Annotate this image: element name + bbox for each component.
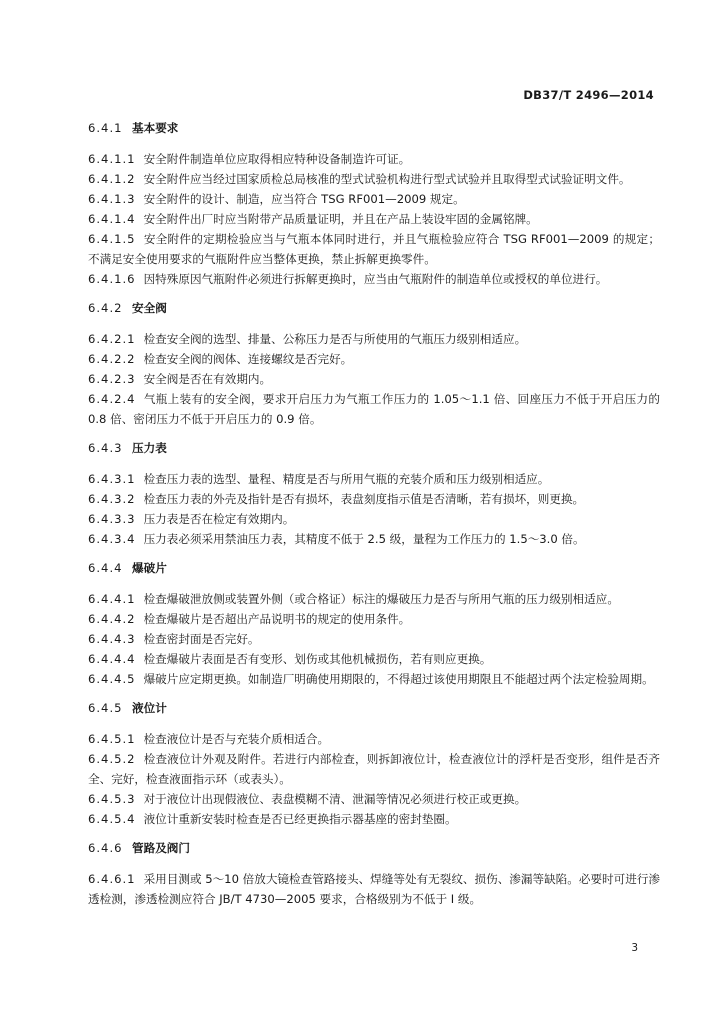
clause-text: 检查爆破片表面是否有变形、划伤或其他机械损伤，若有则应更换。 [143, 652, 492, 666]
clause [88, 629, 660, 649]
clause [88, 189, 660, 209]
clause-number: 6.4.2.3 [88, 372, 136, 386]
section-number: 6.4.1 [88, 121, 123, 135]
clause-text: 检查爆破泄放侧或装置外侧（或合格证）标注的爆破压力是否与所用气瓶的压力级别相适应。 [143, 592, 619, 606]
clause-number: 6.4.5.3 [88, 792, 136, 806]
clause [88, 229, 660, 269]
clause-text: 采用目测或 5～10 倍放大镜检查管路接头、焊缝等处有无裂纹、损伤、渗漏等缺陷。必要时可进行渗透检测，渗透检测应符合 JB/T 4730—2005 要求，合格级别为不低于 I 级。 [88, 872, 661, 906]
clause-number: 6.4.3.4 [88, 532, 136, 546]
clause [88, 269, 660, 289]
section-title: 安全阀 [132, 301, 167, 315]
section-heading [88, 698, 660, 718]
section-title: 基本要求 [132, 121, 179, 135]
clause [88, 469, 660, 489]
section-heading [88, 438, 660, 458]
section-6-4-3 [88, 438, 660, 549]
section-6-4-1 [88, 118, 660, 289]
clause-text: 安全附件应当经过国家质检总局核准的型式试验机构进行型式试验并且取得型式试验证明文件。 [143, 172, 631, 186]
clause [88, 169, 660, 189]
clause-text: 检查液位计是否与充装介质相适合。 [143, 732, 330, 746]
section-number: 6.4.5 [88, 701, 123, 715]
clause-number: 6.4.1.4 [88, 212, 136, 226]
clause-number: 6.4.4.2 [88, 612, 136, 626]
clause-text: 安全附件制造单位应取得相应特种设备制造许可证。 [143, 152, 411, 166]
section-heading [88, 118, 660, 138]
standard-code: DB37/T 2496—2014 [523, 88, 654, 102]
clause [88, 209, 660, 229]
clause-text: 检查爆破片是否超出产品说明书的规定的使用条件。 [143, 612, 411, 626]
clause-number: 6.4.4.4 [88, 652, 136, 666]
section-title: 管路及阀门 [132, 841, 190, 855]
clause [88, 529, 660, 549]
clause-text: 对于液位计出现假液位、表盘模糊不清、泄漏等情况必须进行校正或更换。 [143, 792, 527, 806]
clause-text: 安全阀是否在有效期内。 [143, 372, 272, 386]
section-6-4-2 [88, 298, 660, 429]
clause-text: 因特殊原因气瓶附件必须进行拆解更换时，应当由气瓶附件的制造单位或授权的单位进行。 [143, 272, 608, 286]
clause-text: 液位计重新安装时检查是否已经更换指示器基座的密封垫圈。 [143, 812, 457, 826]
clause [88, 329, 660, 349]
section-number: 6.4.2 [88, 301, 123, 315]
clause-number: 6.4.1.1 [88, 152, 136, 166]
clause-text: 压力表是否在检定有效期内。 [143, 512, 295, 526]
clause [88, 389, 660, 429]
clause-number: 6.4.4.3 [88, 632, 136, 646]
clause-text: 安全附件的定期检验应当与气瓶本体同时进行，并且气瓶检验应符合 TSG RF001—2009 的规定；不满足安全使用要求的气瓶附件应当整体更换，禁止拆解更换零件。 [88, 232, 660, 266]
clause-number: 6.4.4.5 [88, 672, 136, 686]
clause-number: 6.4.2.4 [88, 392, 136, 406]
clause [88, 349, 660, 369]
clause-number: 6.4.3.3 [88, 512, 136, 526]
section-number: 6.4.4 [88, 561, 123, 575]
clause-text: 气瓶上装有的安全阀，要求开启压力为气瓶工作压力的 1.05～1.1 倍、回座压力不低于开启压力的 0.8 倍、密闭压力不低于开启压力的 0.9 倍。 [88, 392, 660, 426]
clause [88, 589, 660, 609]
section-heading [88, 558, 660, 578]
clause-text: 安全附件的设计、制造，应当符合 TSG RF001—2009 规定。 [143, 192, 465, 206]
section-title: 压力表 [132, 441, 167, 455]
clause [88, 149, 660, 169]
clause [88, 729, 660, 749]
clause-number: 6.4.1.2 [88, 172, 136, 186]
section-number: 6.4.3 [88, 441, 123, 455]
clause-text: 安全附件出厂时应当附带产品质量证明，并且在产品上装设牢固的金属铭牌。 [143, 212, 538, 226]
section-6-4-6 [88, 838, 660, 909]
clause-text: 爆破片应定期更换。如制造厂明确使用期限的，不得超过该使用期限且不能超过两个法定检验周期。 [143, 672, 654, 686]
section-title: 液位计 [132, 701, 167, 715]
clause [88, 669, 660, 689]
document-body [88, 118, 660, 918]
section-heading [88, 838, 660, 858]
page-number: 3 [631, 942, 638, 954]
clause [88, 649, 660, 669]
clause-number: 6.4.5.1 [88, 732, 136, 746]
clause-number: 6.4.2.1 [88, 332, 136, 346]
clause [88, 509, 660, 529]
clause-text: 压力表必须采用禁油压力表，其精度不低于 2.5 级，量程为工作压力的 1.5～3.0 倍。 [143, 532, 585, 546]
clause-number: 6.4.3.2 [88, 492, 136, 506]
clause-text: 检查安全阀的选型、排量、公称压力是否与所使用的气瓶压力级别相适应。 [143, 332, 527, 346]
clause-number: 6.4.3.1 [88, 472, 136, 486]
clause-number: 6.4.1.3 [88, 192, 136, 206]
clause [88, 489, 660, 509]
clause-text: 检查液位计外观及附件。若进行内部检查，则拆卸液位计，检查液位计的浮杆是否变形，组件是否齐全、完好，检查液面指示环（或表头）。 [88, 752, 660, 786]
section-6-4-4 [88, 558, 660, 689]
clause [88, 789, 660, 809]
clause-number: 6.4.4.1 [88, 592, 136, 606]
clause-text: 检查安全阀的阀体、连接螺纹是否完好。 [143, 352, 353, 366]
clause-number: 6.4.2.2 [88, 352, 136, 366]
clause [88, 869, 660, 909]
section-title: 爆破片 [132, 561, 167, 575]
clause [88, 809, 660, 829]
clause-number: 6.4.1.5 [88, 232, 136, 246]
clause [88, 369, 660, 389]
clause [88, 749, 660, 789]
section-number: 6.4.6 [88, 841, 123, 855]
clause-number: 6.4.5.2 [88, 752, 136, 766]
clause-number: 6.4.1.6 [88, 272, 136, 286]
clause-text: 检查压力表的选型、量程、精度是否与所用气瓶的充装介质和压力级别相适应。 [143, 472, 550, 486]
clause-text: 检查密封面是否完好。 [143, 632, 260, 646]
clause-number: 6.4.5.4 [88, 812, 136, 826]
clause-number: 6.4.6.1 [88, 872, 136, 886]
section-6-4-5 [88, 698, 660, 829]
clause [88, 609, 660, 629]
section-heading [88, 298, 660, 318]
clause-text: 检查压力表的外壳及指针是否有损坏，表盘刻度指示值是否清晰，若有损坏，则更换。 [143, 492, 585, 506]
